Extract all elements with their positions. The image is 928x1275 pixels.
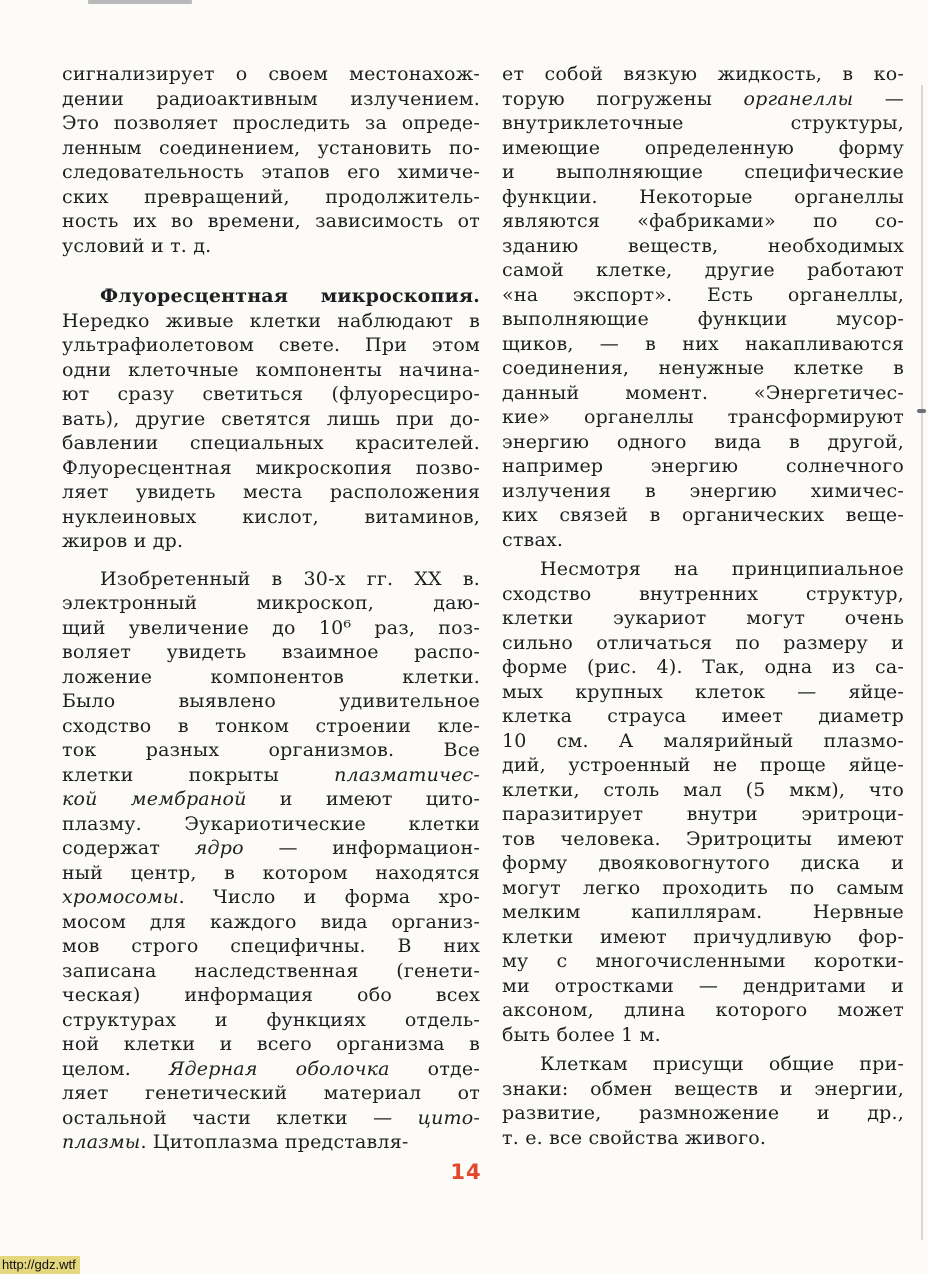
text-line: ет собой вязкую жидкость, в ко- [502,63,904,85]
text-line: могут легко проходить по самым [502,876,904,899]
text-line: сходство в тонком строении кле- [62,714,480,737]
text-line: записана наследственная (генети- [62,959,480,982]
text-line: аксоном, длина которого может [502,999,904,1021]
text-line: ной клетки и всего организма в [62,1033,480,1055]
text-line: бавлении специальных красителей. [62,432,480,454]
text-line: являются «фабриками» по со- [502,210,904,232]
text-line: форме (рис. 4). Так, одна из са- [502,656,904,678]
text-line: хромосомы. Число и форма хро- [62,886,480,908]
text-line: например энергию солнечного [502,455,904,477]
text-line: мелким капиллярам. Нервные [502,901,904,923]
text-line: ких связей в органических веще- [502,504,904,526]
text-line: жиров и др. [62,530,184,552]
text-line: мосом для каждого вида организ- [62,910,480,933]
text-line: ность их во времени, зависимость от [62,210,480,232]
text-line: нуклеиновых кислот, витаминов, [62,505,480,528]
text-line: Флуоресцентная микроскопия. [100,285,480,307]
text-line: плазмы. Цитоплазма представля- [62,1131,409,1153]
text-line: сильно отличаться по размеру и [502,631,904,654]
text-line: излучения в энергию химичес- [502,479,904,502]
text-line: мых крупных клеток — яйце- [502,680,904,703]
text-line: Несмотря на принципиальное [540,558,904,580]
text-line: имеющие определенную форму [502,136,904,159]
text-line: знаки: обмен веществ и энергии, [502,1077,904,1100]
text-line: т. е. все свойства живого. [502,1126,767,1149]
text-line: энергию одного вида в другой, [502,430,904,453]
text-line: 10 см. А малярийный плазмо- [502,729,904,752]
page-number: 14 [450,1160,482,1184]
text-line: соединения, ненужные клетке в [502,357,904,379]
text-line: дении радиоактивным излучением. [62,87,480,110]
text-line: целом. Ядерная оболочка отде- [62,1057,481,1080]
text-line: ми отростками — дендритами и [502,974,904,997]
text-line: следовательность этапов его химиче- [62,161,480,183]
text-line: развитие, размножение и др., [502,1102,904,1124]
text-line: «на экспорт». Есть органеллы, [502,283,904,306]
text-line: Флуоресцентная микроскопия позво- [62,456,480,479]
text-line: ложение компонентов клетки. [62,665,480,688]
text-line: Изобретенный в 30-х гг. XX в. [100,567,480,590]
text-line: клетки имеют причудливую фор- [502,925,904,948]
paragraph [502,557,904,1047]
text-line: ческая) информация обо всех [62,984,480,1006]
text-line: паразитирует внутри эритроци- [502,803,904,825]
text-line: ствах. [502,528,564,551]
text-line: мов строго специфичны. В них [62,935,480,957]
text-line: плазму. Эукариотические клетки [62,812,480,835]
text-line: Нередко живые клетки наблюдают в [62,309,480,332]
text-line: ный центр, в котором находятся [62,861,480,884]
text-line: ских превращений, продолжитель- [62,185,480,208]
text-line: клетки, столь мал (5 мкм), что [502,778,904,801]
text-line: сходство внутренних структур, [502,582,904,605]
text-line: быть более 1 м. [502,1023,661,1046]
text-line: щий увеличение до 10⁶ раз, поз- [62,616,480,639]
text-line: структурах и функциях отдель- [62,1008,480,1031]
text-line: дий, устроенный не проще яйце- [502,754,904,776]
scan-artifact-top-bar [88,0,192,4]
text-line: внутриклеточные структуры, [502,112,904,134]
text-line: клетки эукариот могут очень [502,607,904,629]
text-line: щиков, — в них накапливаются [502,332,904,355]
text-line: Это позволяет проследить за опреде- [62,112,480,134]
text-line: ультрафиолетовом свете. При этом [62,334,480,356]
text-line: форму двояковогнутого диска и [502,852,904,874]
text-line: Клеткам присущи общие при- [540,1053,904,1075]
paragraph [62,62,480,258]
text-line: и выполняющие специфические [502,161,904,183]
text-line: ленным соединением, установить по- [62,136,480,159]
text-line: выполняющие функции мусор- [502,308,904,330]
text-line: функции. Некоторые органеллы [502,185,904,208]
text-line: вать), другие светятся лишь при до- [62,407,480,430]
text-line: условий и т. д. [62,234,212,257]
text-line: одни клеточные компоненты начина- [62,358,480,381]
text-line: ляет увидеть места расположения [62,481,480,503]
text-line: ток разных организмов. Все [62,739,480,761]
text-line: зданию веществ, необходимых [502,234,904,257]
text-line: тов человека. Эритроциты имеют [502,827,904,850]
text-line: воляет увидеть взаимное распо- [62,641,480,663]
text-line: данный момент. «Энергетичес- [502,381,904,404]
paragraph [502,62,904,552]
scan-artifact-right-edge-dash [917,409,926,413]
scan-artifact-right-edge-line [921,85,923,1240]
text-column-right [502,62,904,1150]
text-line: кие» органеллы трансформируют [502,406,904,428]
text-line: самой клетке, другие работают [502,259,904,281]
text-line: му с многочисленными коротки- [502,950,904,972]
text-column-left [62,62,480,1155]
watermark-url: http://gdz.wtf [0,1256,80,1274]
text-line: остальной части клетки — цито- [62,1106,480,1129]
text-line: клетка страуса имеет диаметр [502,705,904,727]
text-line: Было выявлено удивительное [62,690,480,712]
paragraph [502,1052,904,1150]
paragraph [62,567,480,1155]
text-line: ют сразу светиться (флуоресциро- [62,383,480,405]
text-line: ляет генетический материал от [62,1082,480,1104]
text-line: клетки покрыты плазматичес- [62,763,480,786]
text-line: кой мембраной и имеют цито- [62,788,480,810]
text-line: торую погружены органеллы — [502,87,904,110]
text-line: электронный микроскоп, даю- [62,592,480,614]
text-line: содержат ядро — информацион- [62,837,481,859]
paragraph [62,284,480,554]
text-line: сигнализирует о своем местонахож- [62,63,480,85]
